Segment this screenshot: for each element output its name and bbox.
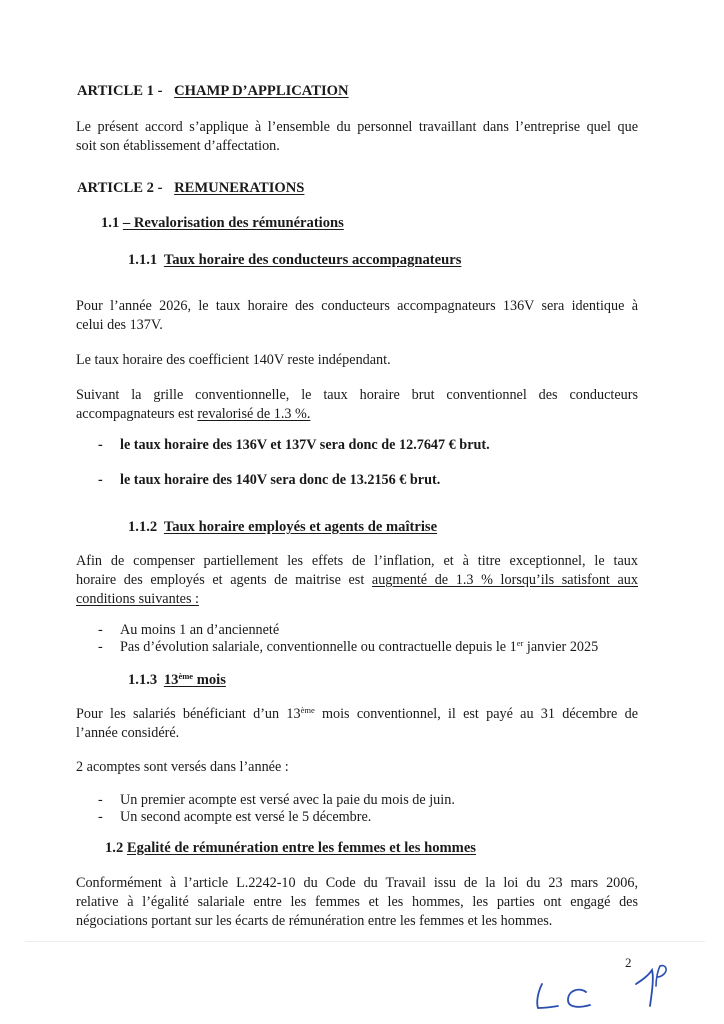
section-1-1-3-heading (128, 672, 226, 689)
initial-l-stroke (537, 984, 558, 1008)
superscript: ème (300, 705, 315, 715)
footer-divider (25, 941, 705, 942)
section-number: 1.1 (101, 215, 120, 231)
paragraph-line: relative à l’égalité salariale entre les femmes et les hommes, les parties ont engagé des (76, 894, 638, 910)
section-title: Taux horaire employés et agents de maîtrise (163, 519, 438, 535)
section-number: 1.1.2 (128, 519, 158, 535)
acompte-june: Un premier acompte est versé avec la paie du mois de juin. (120, 792, 455, 808)
superscript: er (516, 638, 524, 648)
paragraph-line: conditions suivantes : (76, 591, 199, 607)
bullet-dash: - (98, 622, 103, 638)
paragraph-line: Le présent accord s’applique à l’ensemble du personnel travaillant dans l’entreprise quel que (76, 119, 638, 135)
hourly-rate-140v: le taux horaire des 140V sera donc de 13.2156 € brut. (120, 472, 441, 488)
paragraph-line: Pour l’année 2026, le taux horaire des conducteurs accompagnateurs 136V sera identique à (76, 298, 638, 314)
bullet-dash: - (98, 639, 103, 655)
initial-j-stroke (636, 970, 653, 1006)
paragraph-13th-month (76, 705, 638, 743)
text: 13 (163, 672, 179, 688)
section-title (164, 672, 226, 688)
article-2-heading (77, 180, 304, 197)
paragraph-text: accompagnateurs est (76, 406, 198, 422)
text: mois conventionnel, il est payé au 31 décembre de (314, 706, 638, 722)
paragraph-line: Suivant la grille conventionnelle, le taux horaire brut conventionnel des conducteurs (76, 387, 638, 403)
revalorisation-rate: revalorisé de 1.3 %. (197, 406, 311, 422)
initials-lc-signature (530, 978, 610, 1014)
section-number: 1.2 (105, 840, 124, 856)
paragraph-line: Conformément à l’article L.2242-10 du Code du Travail issu de la loi du 23 mars 2006, (76, 875, 638, 891)
condition-seniority: Au moins 1 an d’ancienneté (120, 622, 280, 638)
paragraph-line: Afin de compenser partiellement les effets de l’inflation, et à titre exceptionnel, le taux (76, 553, 638, 569)
paragraph-inflation (76, 552, 638, 609)
article-1-heading (77, 83, 349, 100)
initial-c-stroke (568, 990, 590, 1007)
section-1-1-heading (101, 215, 344, 232)
article-2-title: REMUNERATIONS (174, 180, 305, 196)
paragraph-line: négociations portant sur les écarts de rémunération entre les femmes et les hommes. (76, 913, 553, 929)
section-number: 1.1.3 (128, 672, 158, 688)
text: Pas d’évolution salariale, conventionnelle ou contractuelle depuis le 1 (120, 639, 517, 655)
bullet-dash: - (98, 792, 103, 808)
paragraph-grille (76, 386, 638, 424)
section-title: Taux horaire des conducteurs accompagnateurs (163, 252, 462, 268)
article-1-title: CHAMP D’APPLICATION (174, 83, 349, 99)
initials-jp-signature (634, 962, 674, 1012)
article-1-label: ARTICLE 1 - (77, 83, 163, 99)
article-1-paragraph (76, 118, 638, 156)
bullet-dash: - (98, 809, 103, 825)
paragraph-line: l’année considéré. (76, 725, 180, 741)
section-title: – Revalorisation des rémunérations (122, 215, 344, 231)
paragraph-140v: Le taux horaire des coefficient 140V reste indépendant. (76, 352, 391, 368)
paragraph-egalite (76, 874, 638, 931)
text: Pour les salariés bénéficiant d’un 13 (76, 706, 301, 722)
condition-no-evolution (120, 638, 598, 657)
article-2-label: ARTICLE 2 - (77, 180, 163, 196)
paragraph-136v (76, 297, 638, 335)
section-number: 1.1.1 (128, 252, 158, 268)
text: janvier 2025 (523, 639, 599, 655)
paragraph-acomptes: 2 acomptes sont versés dans l’année : (76, 759, 289, 775)
increase-rate: augmenté de 1.3 % lorsqu’ils satisfont aux (371, 572, 638, 588)
initial-p-stroke (656, 966, 666, 986)
page-number: 2 (625, 955, 632, 970)
paragraph-line: soit son établissement d’affectation. (76, 138, 280, 154)
bullet-dash: - (98, 437, 103, 453)
section-1-1-1-heading (128, 252, 461, 269)
paragraph-line: celui des 137V. (76, 317, 163, 333)
bullet-dash: - (98, 472, 103, 488)
acompte-december: Un second acompte est versé le 5 décembre. (120, 809, 372, 825)
hourly-rate-136v-137v: le taux horaire des 136V et 137V sera donc de 12.7647 € brut. (120, 437, 490, 453)
paragraph-text: horaire des employés et agents de maitrise est (76, 572, 372, 588)
section-title: Egalité de rémunération entre les femmes et les hommes (126, 840, 476, 856)
section-1-1-2-heading (128, 519, 437, 536)
section-1-2-heading (105, 840, 476, 857)
superscript: ème (178, 671, 194, 681)
text: mois (193, 672, 226, 688)
